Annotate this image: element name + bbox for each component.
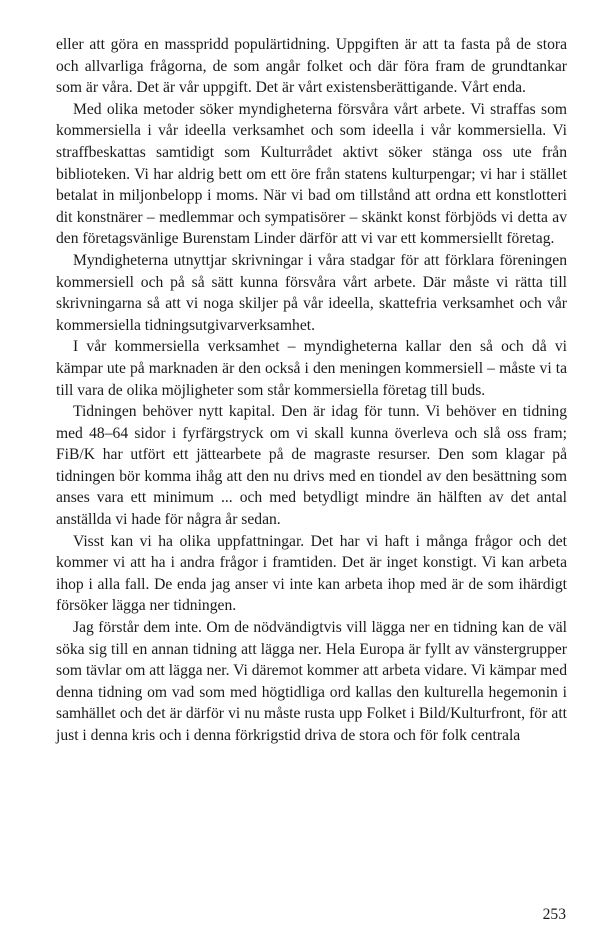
paragraph: Jag förstår dem inte. Om de nödvändigtvis vill lägga ner en tidning kan de väl söka sig till en annan tidning att lägga ner. Hela Europa är fyllt av vänstergrupper som tävlar om att lägga ner. Vi däremot kommer att arbeta vidare. Vi kämpar med denna tidning om vad som med högtidliga ord kallas den kulturella hegemonin i samhället och det är därför vi nu måste rusta upp Folket i Bild/Kulturfront, för att just i denna kris och i denna förkrigstid driva de stora och för folk centrala — [56, 619, 567, 744]
paragraph: Med olika metoder söker myndigheterna försvåra vårt arbete. Vi straffas som kommersiella i vår ideella verksamhet och som ideella i vår kommersiella. Vi straffbeskattas samtidigt som Kulturrådet aktivt söker stänga oss ute från biblioteken. Vi har aldrig bett om ett öre från statens kulturpengar; vi har i stället betalat in miljonbelopp i moms. När vi bad om tillstånd att ordna ett konstlotteri dit konstnärer – medlemmar och sympatisörer – skänkt konst förbjöds vi detta av den företagsvänlige Burenstam Linder därför att vi var ett kommersiellt företag. — [56, 100, 567, 248]
paragraph: Visst kan vi ha olika uppfattningar. Det har vi haft i många frågor och det kommer vi att ha i andra frågor i framtiden. Det är inget konstigt. Vi kan arbeta ihop i alla fall. De enda jag anser vi inte kan arbeta ihop med är de som ihärdigt försöker lägga ner tidningen. — [56, 532, 567, 615]
paragraph-continuation: eller att göra en masspridd populärtidning. Uppgiften är att ta fasta på de stora och allvarliga frågorna, de som angår folket och där föra fram de grundtankar som är våra. Det är vår uppgift. Det är vårt existensberättigande. Vårt enda. — [56, 36, 567, 97]
paragraph: I vår kommersiella verksamhet – myndigheterna kallar den så och då vi kämpar ute på marknaden är den också i den meningen kommersiell – måste vi ta till vara de olika möjligheter som står kommersiella företag till buds. — [56, 338, 567, 399]
paragraph: Tidningen behöver nytt kapital. Den är idag för tunn. Vi behöver en tidning med 48–64 sidor i fyrfärgstryck om vi skall kunna överleva och slå oss fram; FiB/K har utfört ett jättearbete på de magraste resurser. Den som klagar på tidningen bör komma ihåg att den nu drivs med en tiondel av den besättning som anses vara ett minimum ... och med betydligt mindre än hälften av det antal anställda vi hade för några år sedan. — [56, 403, 567, 529]
page-number: 253 — [542, 906, 566, 923]
page-body — [56, 34, 567, 747]
paragraph: Myndigheterna utnyttjar skrivningar i våra stadgar för att förklara föreningen kommersiell och på så sätt kunna försvåra vårt arbete. Där måste vi rätta till skrivningarna så att vi noga skiljer på vår ideella, skattefria verksamhet och vår kommersiella tidningsutgivarverksamhet. — [56, 251, 567, 334]
